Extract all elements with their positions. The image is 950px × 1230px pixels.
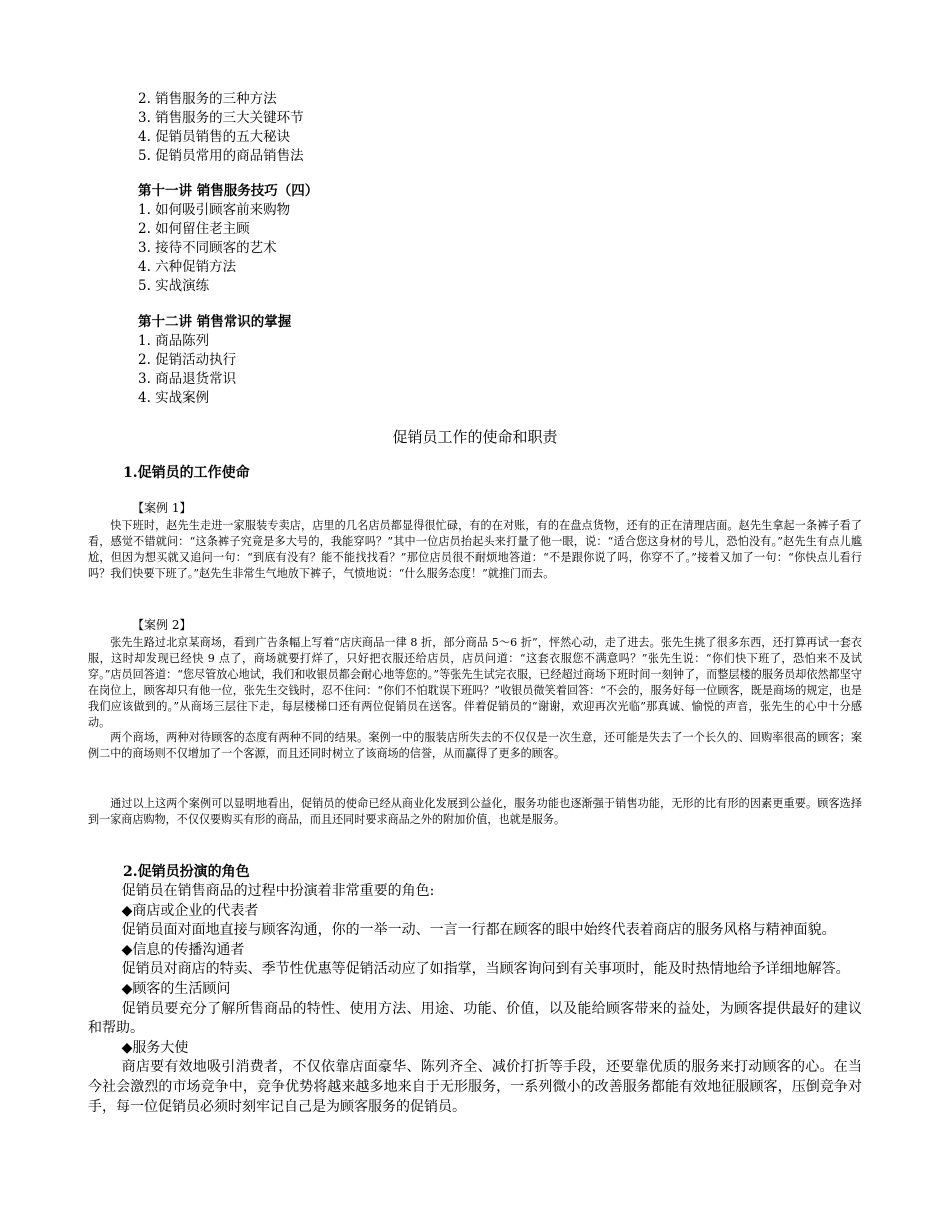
role-bullet: ◆顾客的生活顾问 — [121, 980, 231, 997]
lecture-12-title: 第十二讲 销售常识的掌握 — [138, 314, 292, 330]
toc-continued-list — [138, 90, 304, 166]
paragraph: 通过以上这两个案例可以显明地看出，促销员的使命已经从商业化发展到公益化，服务功能也逐渐强于销售功能，无形的比有形的因素更重要。顾客选择到一家商店购物，不仅仅要购买有形的商品，而且还同时要求商品之外的附加价值，也就是服务。 — [88, 797, 862, 826]
section-2-body — [88, 882, 862, 1117]
lecture-11-title: 第十一讲 销售服务技巧（四） — [138, 183, 319, 199]
toc-item: 3. 接待不同顾客的艺术 — [138, 240, 277, 256]
section-1-heading: 1.促销员的工作使命 — [123, 465, 250, 481]
case-1-label: 【案例 1】 — [132, 501, 192, 515]
lecture-11-list — [138, 201, 290, 296]
paragraph: 张先生路过北京某商场，看到广告条幅上写着“店庆商品一律 8 折，部分商品 5～6 折”，怦然心动，走了进去。张先生挑了很多东西，还打算再试一套衣服，这时却发现已经快 9 点了，商场就要打烊了，只好把衣服还给店员，店员问道：“这套衣服您不满意吗？”张先生说：“你们快下班了，恐怕来不及试穿。”店员回答道：“您尽管放心地试，我们和收银员都会耐心地等您的。”等张先生试完衣服，已经超过商场下班时间一刻钟了，而整层楼的服务员却依然都坚守在岗位上，顾客却只有他一位，张先生交钱时，忍不住问：“你们不怕耽误下班吗？”收银员微笑着回答：“不会的，服务好每一位顾客，既是商场的规定，也是我们应该做到的。”从商场三层往下走，每层楼梯口还有两位促销员在送客。伴着促销员的“谢谢，欢迎再次光临”那真诚、愉悦的声音，张先生的心中十分感动。 — [88, 636, 862, 729]
toc-item: 2. 如何留住老主顾 — [138, 221, 250, 237]
case-2-body — [88, 635, 862, 762]
paragraph: 促销员要充分了解所售商品的特性、使用方法、用途、功能、价值，以及能给顾客带来的益处，为顾客提供最好的建议和帮助。 — [88, 1000, 862, 1037]
paragraph: 快下班时，赵先生走进一家服装专卖店，店里的几名店员都显得很忙碌，有的在对账，有的在盘点货物，还有的正在清理店面。赵先生拿起一条裤子看了看，感觉不错就问：“这条裤子究竟是多大号的，我能穿吗？”其中一位店员抬起头来打量了他一眼，说：“适合您这身材的号儿，恐怕没有。”赵先生有点儿尴尬，但因为想买就又追问一句：“到底有没有？能不能找找看？”那位店员很不耐烦地答道：“不是跟你说了吗，你穿不了。”接着又加了一句：“你快点儿看行吗？我们快要下班了。”赵先生非常生气地放下裤子，气愤地说：“什么服务态度！”就推门而去。 — [88, 519, 862, 580]
section-2-heading: 2.促销员扮演的角色 — [123, 864, 250, 880]
role-bullet: ◆商店或企业的代表者 — [121, 902, 259, 919]
toc-item: 3. 商品退货常识 — [138, 371, 237, 387]
role-bullet: ◆服务大使 — [121, 1039, 189, 1056]
toc-item: 4. 实战案例 — [138, 390, 210, 406]
paragraph: 促销员在销售商品的过程中扮演着非常重要的角色: — [121, 883, 435, 899]
toc-item: 5. 实战演练 — [138, 278, 210, 294]
toc-item: 4. 促销员销售的五大秘诀 — [138, 129, 291, 145]
role-bullet: ◆信息的传播沟通者 — [121, 941, 245, 958]
paragraph: 促销员对商店的特卖、季节性优惠等促销活动应了如指掌，当顾客询问到有关事项时，能及时热情地给予详细地解答。 — [121, 961, 850, 978]
toc-item: 1. 商品陈列 — [138, 333, 210, 349]
toc-item: 1. 如何吸引顾客前来购物 — [138, 202, 291, 218]
section-1-summary — [88, 796, 862, 828]
paragraph: 商店要有效地吸引消费者，不仅依靠店面豪华、陈列齐全、减价打折等手段，还要靠优质的服务来打动顾客的心。在当今社会激烈的市场竞争中，竞争优势将越来越多地来自于无形服务，一系列微小的改善服务都能有效地征服顾客，压倒竞争对手，每一位促销员必须时刻牢记自己是为顾客服务的促销员。 — [88, 1059, 862, 1115]
main-title: 促销员工作的使命和职责 — [392, 428, 558, 446]
case-2-label: 【案例 2】 — [132, 618, 192, 632]
toc-item: 2. 销售服务的三种方法 — [138, 91, 277, 107]
case-1-body — [88, 518, 862, 582]
lecture-12-list — [138, 332, 236, 408]
toc-item: 4. 六种促销方法 — [138, 259, 237, 275]
toc-item: 3. 销售服务的三大关键环节 — [138, 110, 304, 126]
toc-item: 2. 促销活动执行 — [138, 352, 237, 368]
paragraph: 两个商场，两种对待顾客的态度有两种不同的结果。案例一中的服装店所失去的不仅仅是一次生意，还可能是失去了一个长久的、回购率很高的顾客；案例二中的商场则不仅增加了一个客源，而且还同时树立了该商场的信誉，从而赢得了更多的顾客。 — [88, 731, 862, 761]
toc-item: 5. 促销员常用的商品销售法 — [138, 148, 304, 164]
paragraph: 促销员面对面地直接与顾客沟通，你的一举一动、一言一行都在顾客的眼中始终代表着商店的服务风格与精神面貌。 — [121, 922, 836, 939]
